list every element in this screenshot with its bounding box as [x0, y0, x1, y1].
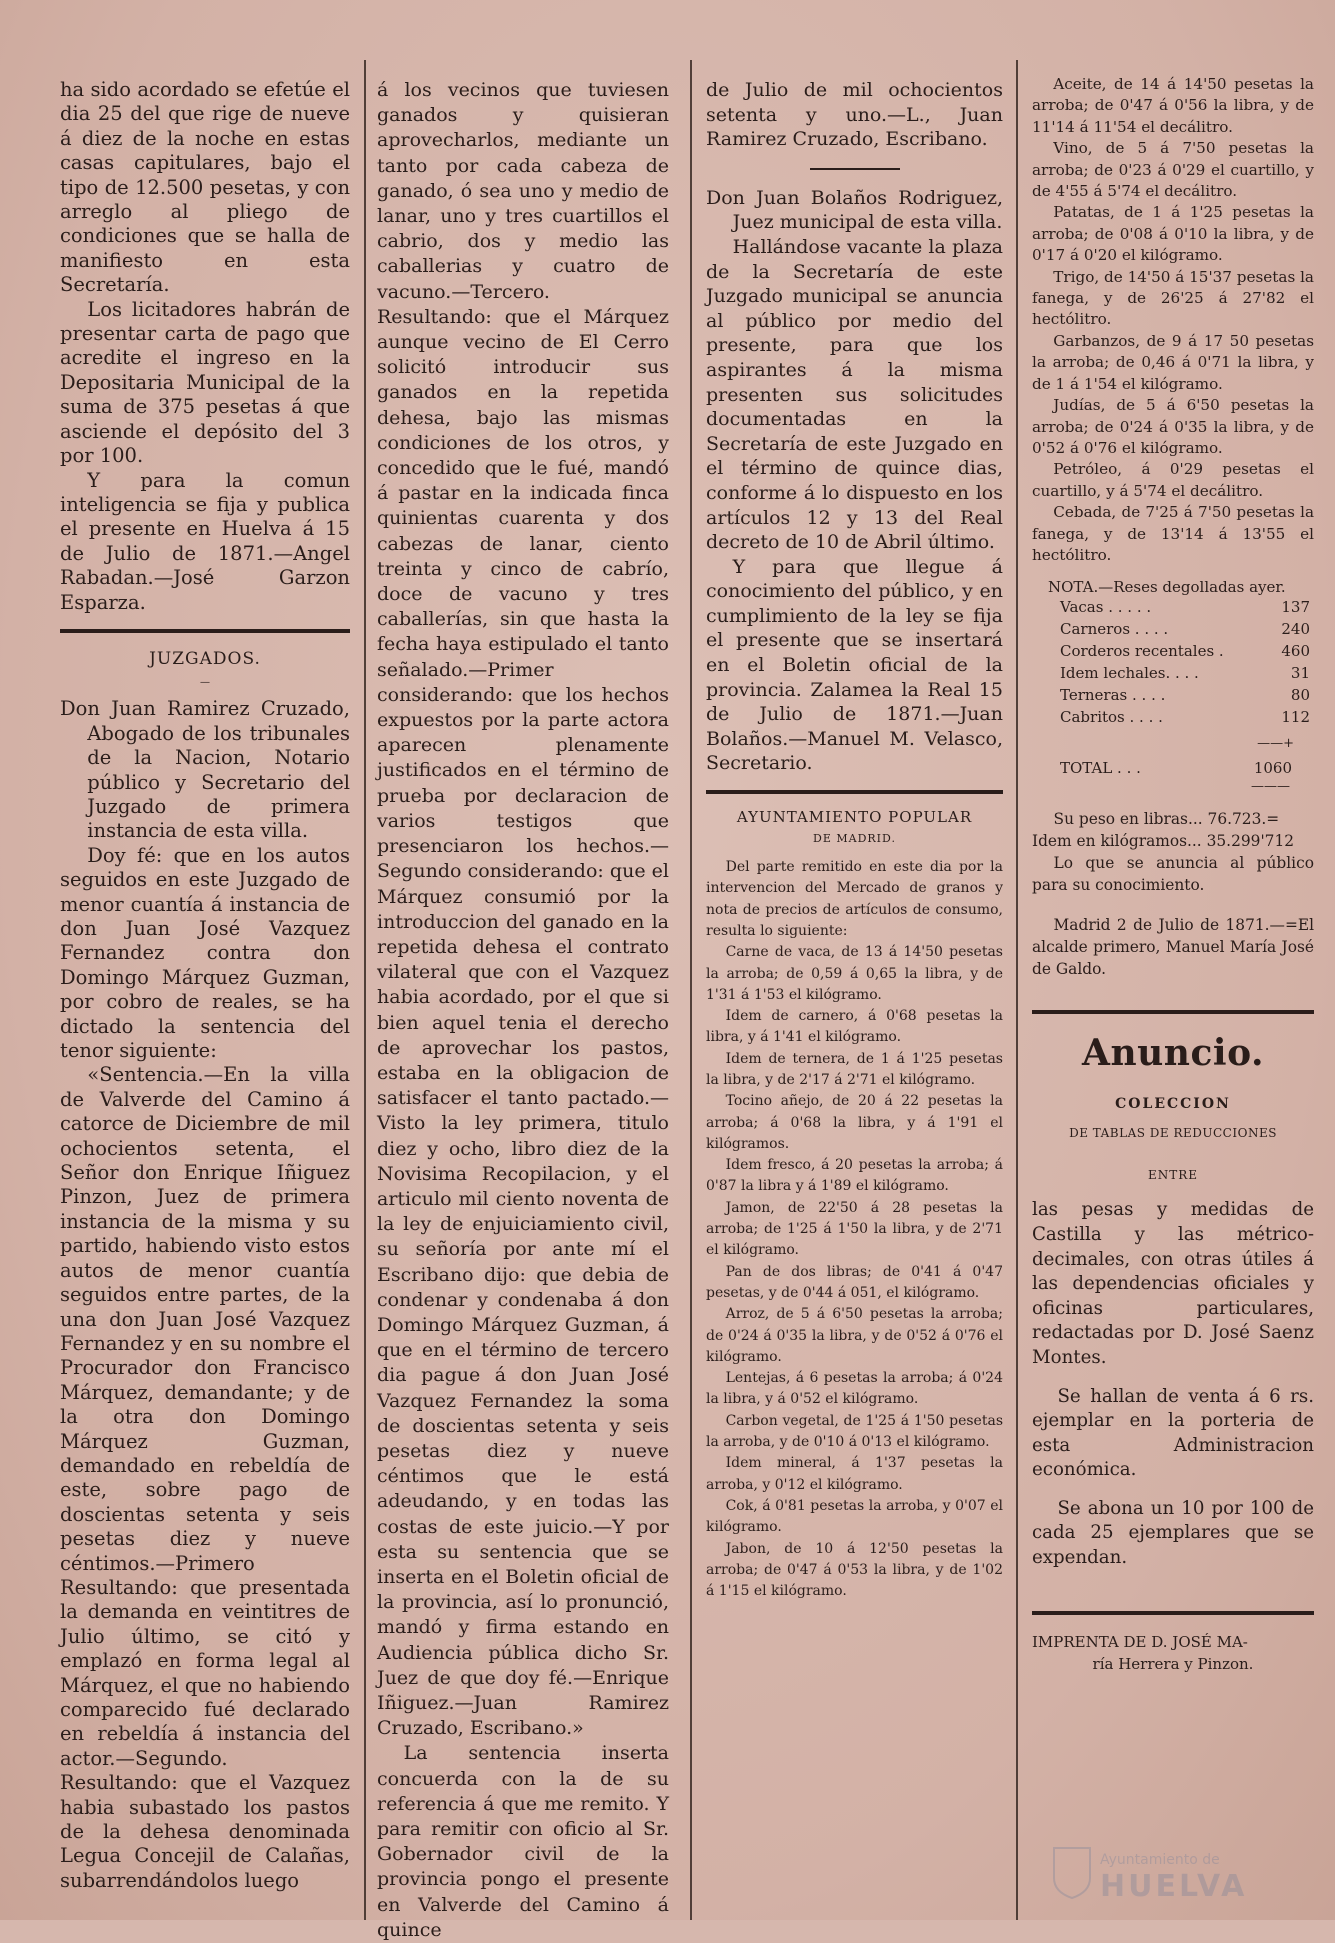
- list-item: Trigo, de 14'50 á 15'37 pesetas la fanega, y de 26'25 á 27'82 el hectólitro.: [1032, 267, 1314, 329]
- list-item: Lentejas, á 6 pesetas la arroba; á 0'24 la libra, y á 0'52 el kilógramo.: [706, 1370, 1003, 1408]
- column-2: [377, 78, 669, 1943]
- notice-header: Don Juan Ramirez Cruzado, Abogado de los tribunales de la Nacion, Notario público y Secretario del Juzgado de primera instancia de esta villa.: [60, 697, 350, 843]
- list-item: Jabon, de 10 á 12'50 pesetas la arroba; de 0'47 á 0'53 la libra, y de 1'02 á 1'15 el kilógramo.: [706, 1540, 1003, 1600]
- total-line: ———: [1251, 779, 1290, 795]
- row-label: Vacas . . . . .: [1060, 598, 1152, 617]
- total-row: [1060, 759, 1292, 777]
- section-heading-juzgados: JUZGADOS.: [149, 648, 261, 669]
- paragraph: ha sido acordado se efetúe el dia 25 del que rige de nueve á diez de la noche en estas casas capitulares, bajo el tipo de 12.500 pesetas, y con arreglo al pliego de condiciones que se halla de manifiesto en esta Secretaría.: [60, 78, 350, 297]
- paragraph: Se abona un 10 por 100 de cada 25 ejemplares que se expendan.: [1032, 1497, 1314, 1569]
- list-item: Pan de dos libras; de 0'41 á 0'47 pesetas, y de 0'44 á 051, el kilógramo.: [706, 1263, 1003, 1301]
- list-item: Patatas, de 1 á 1'25 pesetas la arroba; de 0'08 á 0'10 la libra, y de 0'17 á 0'20 el kilógramo.: [1032, 203, 1314, 265]
- tablas-subtitle: DE TABLAS DE REDUCCIONES: [1069, 1126, 1277, 1141]
- paragraph: Y para que llegue á conocimiento del público, y en cumplimiento de la ley se fija el presente que se insertará en el Boletin oficial de la provincia. Zalamea la Real 15 de Julio de 1871.—Juan Bolaños.—Manuel M. Velasco, Secretario.: [706, 555, 1003, 775]
- paragraph: Doy fé: que en los autos seguidos en este Juzgado de menor cuantía á instancia de don Juan José Vazquez Fernandez contra don Domingo Márquez Guzman, por cobro de reales, se ha dictado la sentencia del tenor siguiente:: [60, 843, 350, 1063]
- column-3: [706, 78, 1003, 1602]
- signature: Madrid 2 de Julio de 1871.—=El alcalde primero, Manuel María José de Galdo.: [1032, 916, 1314, 979]
- table-row: [1060, 640, 1310, 662]
- paragraph: á los vecinos que tuviesen ganados y quisieran aprovecharlos, mediante un tanto por cada cabeza de ganado, ó sea uno y medio de lanar, uno y tres cuartillos el cabrio, dos y medio las caballerias y cuatro de vacuno.—Tercero. Resultando: que el Márquez aunque vecino de El Cerro solicitó introducir sus ganados en la repetida dehesa, bajo las mismas condiciones de los otros, y concedido que le fué, mandó á pastar en la indicada finca quinientas cuarenta y dos cabezas de lanar, ciento treinta y cinco de cabrío, doce de vacuno y tres caballerías, sin que hasta la fecha haya estipulado el tanto señalado.—Primer considerando: que los hechos expuestos por la parte actora aparecen plenamente justificados en el término de prueba por declaracion de varios testigos que presenciaron los hechos.—Segundo considerando: que el Márquez consumió por la introduccion del ganado en la repetida dehesa el contrato vilateral que con el Vazquez habia acordado, por el que si bien aquel tenia el derecho de aprovechar los pastos, estaba en la obligacion de satisfacer el tanto pactado.—Visto la ley primera, titulo diez y ocho, libro diez de la Novisima Recopilacion, y el articulo mil ciento noventa de la ley de enjuiciamiento civil, su señoría por ante mí el Escribano dijo: que debia de condenar y condenaba á don Domingo Márquez Guzman, á que en el término de tercero dia pague á don Juan José Vazquez Fernandez la soma de doscientas setenta y seis pesetas diez y nueve céntimos que le está adeudando, y en todas las costas de este juicio.—Y por esta su sentencia que se inserta en el Boletin oficial de la provincia, así lo pronunció, mandó y firma estando en Audiencia pública dicho Sr. Juez de que doy fé.—Enrique Iñiguez.—Juan Ramirez Cruzado, Escribano.»: [377, 79, 669, 1740]
- table-row: [1060, 684, 1310, 706]
- weight-pounds: Su peso en libras... 76.723.=: [1053, 810, 1280, 829]
- imprint-line: ría Herrera y Pinzon.: [1092, 1654, 1254, 1673]
- list-item: Petróleo, á 0'29 pesetas el cuartillo, y á 5'74 el decálitro.: [1032, 460, 1314, 500]
- sum-line: ——+: [1257, 736, 1294, 752]
- weight-kilograms: Idem en kilógramos... 35.299'712: [1032, 832, 1295, 851]
- list-item: Idem mineral, á 1'37 pesetas la arroba, y 0'12 el kilógramo.: [706, 1455, 1003, 1493]
- paragraph: «Sentencia.—En la villa de Valverde del Camino á catorce de Diciembre de mil ochocientos setenta, el Señor don Enrique Iñiguez Pinzon, Juez de primera instancia de la misma y su partido, habiendo visto estos autos de menor cuantía seguidos entre partes, de la una don Juan José Vazquez Fernandez y en su nombre el Procurador don Francisco Márquez, demandante; y de la otra don Domingo Márquez Guzman, demandado en rebeldía de este, sobre pago de doscientas setenta y seis pesetas diez y nueve céntimos.—Primero Resultando: que presentada la demanda en veintitres de Julio último, se citó y emplazó en forma legal al Márquez, el que no habiendo comparecido fué declarado en rebeldía á instancia del actor.—Segundo. Resultando: que el Vazquez habia subastado los pastos de la dehesa denominada Legua Concejil de Calañas, subarrendándolos luego: [60, 1063, 350, 1892]
- watermark-graphic: [1044, 1838, 1324, 1902]
- notice-header: Don Juan Bolaños Rodriguez, Juez municipal de esta villa.: [706, 186, 1003, 234]
- paragraph: Y para la comun inteligencia se fija y publica el presente en Huelva á 15 de Julio de 1871.—Angel Rabadan.—José Garzon Esparza.: [60, 468, 350, 614]
- paragraph: Lo que se anuncia al público para su conocimiento.: [1032, 854, 1314, 895]
- table-row: [1060, 596, 1310, 618]
- short-divider: [810, 168, 900, 170]
- total-label: TOTAL . . .: [1060, 759, 1141, 778]
- list-item: Idem fresco, á 20 pesetas la arroba; á 0'87 la libra y á 1'89 el kilógramo.: [706, 1157, 1003, 1195]
- watermark-line-2: HUELVA: [1100, 1869, 1248, 1902]
- row-label: Corderos recentales .: [1060, 642, 1224, 661]
- list-item: Del parte remitido en este dia por la intervencion del Mercado de granos y nota de precios de artículos de consumo, resulta lo siguiente:: [706, 859, 1003, 939]
- shield-icon: [1054, 1848, 1090, 1898]
- watermark-logo: [1044, 1838, 1324, 1902]
- row-label: Cabritos . . . .: [1060, 708, 1163, 727]
- heading-dash: —: [200, 677, 210, 689]
- list-item: Cebada, de 7'25 á 7'50 pesetas la fanega, y de 13'14 á 13'55 el hectólitro.: [1032, 503, 1314, 564]
- list-item: Arroz, de 5 á 6'50 pesetas la arroba; de 0'24 á 0'35 la libra, y de 0'52 á 0'76 el kilógramo.: [706, 1306, 1003, 1365]
- price-list: [706, 857, 1003, 1602]
- section-divider: [706, 790, 1003, 794]
- slaughter-table: [1060, 596, 1310, 728]
- watermark-line-1: Ayuntamiento de: [1100, 1852, 1220, 1868]
- row-value: 240: [1281, 620, 1310, 639]
- section-divider: [1032, 1611, 1314, 1615]
- list-item: Aceite, de 14 á 14'50 pesetas la arroba; de 0'47 á 0'56 la libra, y de 11'14 á 11'54 el decálitro.: [1032, 75, 1314, 136]
- paragraph: Hallándose vacante la plaza de la Secretaría de este Juzgado municipal se anuncia al público por medio del presente, para que los aspirantes á la misma presenten sus solicitudes documentadas en la Secretaría de este Juzgado en el término de quince dias, conforme á lo dispuesto en los artículos 12 y 13 del Real decreto de 10 de Abril último.: [706, 235, 1003, 554]
- nota-title: NOTA.—Reses degolladas ayer.: [1048, 578, 1286, 597]
- list-item: Garbanzos, de 9 á 17 50 pesetas la arroba; de 0,46 á 0'71 la libra, y de 1 á 1'54 el kilógramo.: [1032, 331, 1314, 393]
- table-row: [1060, 706, 1310, 728]
- list-item: Tocino añejo, de 20 á 22 pesetas la arroba; á 0'68 la libra, y á 1'91 el kilógramos.: [706, 1093, 1003, 1152]
- column-rule: [690, 60, 692, 1920]
- column-4: [1032, 74, 1314, 1675]
- list-item: Idem de ternera, de 1 á 1'25 pesetas la libra, y de 2'17 á 2'71 el kilógramo.: [706, 1050, 1003, 1088]
- list-item: Carne de vaca, de 13 á 14'50 pesetas la arroba; de 0,59 á 0,65 la libra, y de 1'31 á 1'53 el kilógramo.: [706, 944, 1003, 1003]
- table-row: [1060, 662, 1310, 684]
- section-subheading: DE MADRID.: [813, 832, 896, 846]
- price-list: [1032, 74, 1314, 566]
- row-value: 460: [1281, 642, 1310, 661]
- list-item: Judías, de 5 á 6'50 pesetas la arroba; de 0'24 á 0'35 la libra, y de 0'52 á 0'76 el kilógramo.: [1032, 396, 1314, 457]
- anuncio-body: [1032, 1198, 1314, 1570]
- paragraph: Se hallan de venta á 6 rs. ejemplar en la porteria de esta Administracion económica.: [1032, 1385, 1314, 1481]
- total-value: 1060: [1253, 759, 1292, 778]
- row-label: Idem lechales. . . .: [1060, 664, 1199, 683]
- imprint-line: IMPRENTA DE D. JOSÉ MA-: [1032, 1632, 1248, 1651]
- list-item: Jamon, de 22'50 á 28 pesetas la arroba; de 1'25 á 1'50 la libra, y de 2'71 el kilógramo.: [706, 1199, 1003, 1259]
- row-value: 112: [1281, 708, 1310, 727]
- paragraph: La sentencia inserta concuerda con la de su referencia á que me remito. Y para remitir con oficio al Sr. Gobernador civil de la provincia pongo el presente en Valverde del Camino á quince: [377, 1742, 669, 1941]
- section-divider: [60, 629, 350, 633]
- paragraph: las pesas y medidas de Castilla y las métrico-decimales, con otras útiles á las dependencias oficiales y oficinas particulares, redactadas por D. José Saenz Montes.: [1032, 1199, 1314, 1368]
- list-item: Idem de carnero, á 0'68 pesetas la libra, y á 1'41 el kilógramo.: [706, 1008, 1003, 1046]
- anuncio-title: Anuncio.: [1082, 1032, 1264, 1075]
- table-row: [1060, 618, 1310, 640]
- row-label: Terneras . . . .: [1060, 686, 1166, 705]
- entre-label: ENTRE: [1147, 1168, 1199, 1183]
- row-value: 31: [1290, 664, 1310, 683]
- row-value: 80: [1290, 686, 1310, 705]
- list-item: Cok, á 0'81 pesetas la arroba, y 0'07 el kilógramo.: [706, 1497, 1003, 1536]
- row-label: Carneros . . . .: [1060, 620, 1169, 639]
- column-1: [60, 78, 350, 1893]
- imprint: [1032, 1631, 1314, 1675]
- paragraph: Los licitadores habrán de presentar carta de pago que acredite el ingreso en la Depositaria Municipal de la suma de 375 pesetas á que asciende el depósito del 3 por 100.: [60, 297, 350, 468]
- paragraph: de Julio de mil ochocientos setenta y uno.—L., Juan Ramirez Cruzado, Escribano.: [706, 79, 1003, 151]
- list-item: Vino, de 5 á 7'50 pesetas la arroba; de 0'23 á 0'29 el cuartillo, y de 4'55 á 5'74 el decálitro.: [1032, 139, 1314, 201]
- coleccion-title: COLECCION: [1115, 1096, 1231, 1113]
- section-divider: [1032, 1010, 1314, 1014]
- list-item: Carbon vegetal, de 1'25 á 1'50 pesetas la arroba, y de 0'10 á 0'13 el kilógramo.: [706, 1412, 1003, 1451]
- column-rule: [364, 60, 366, 1920]
- column-rule: [1016, 60, 1018, 1920]
- section-heading-ayuntamiento: AYUNTAMIENTO POPULAR: [736, 808, 973, 827]
- row-value: 137: [1281, 598, 1310, 617]
